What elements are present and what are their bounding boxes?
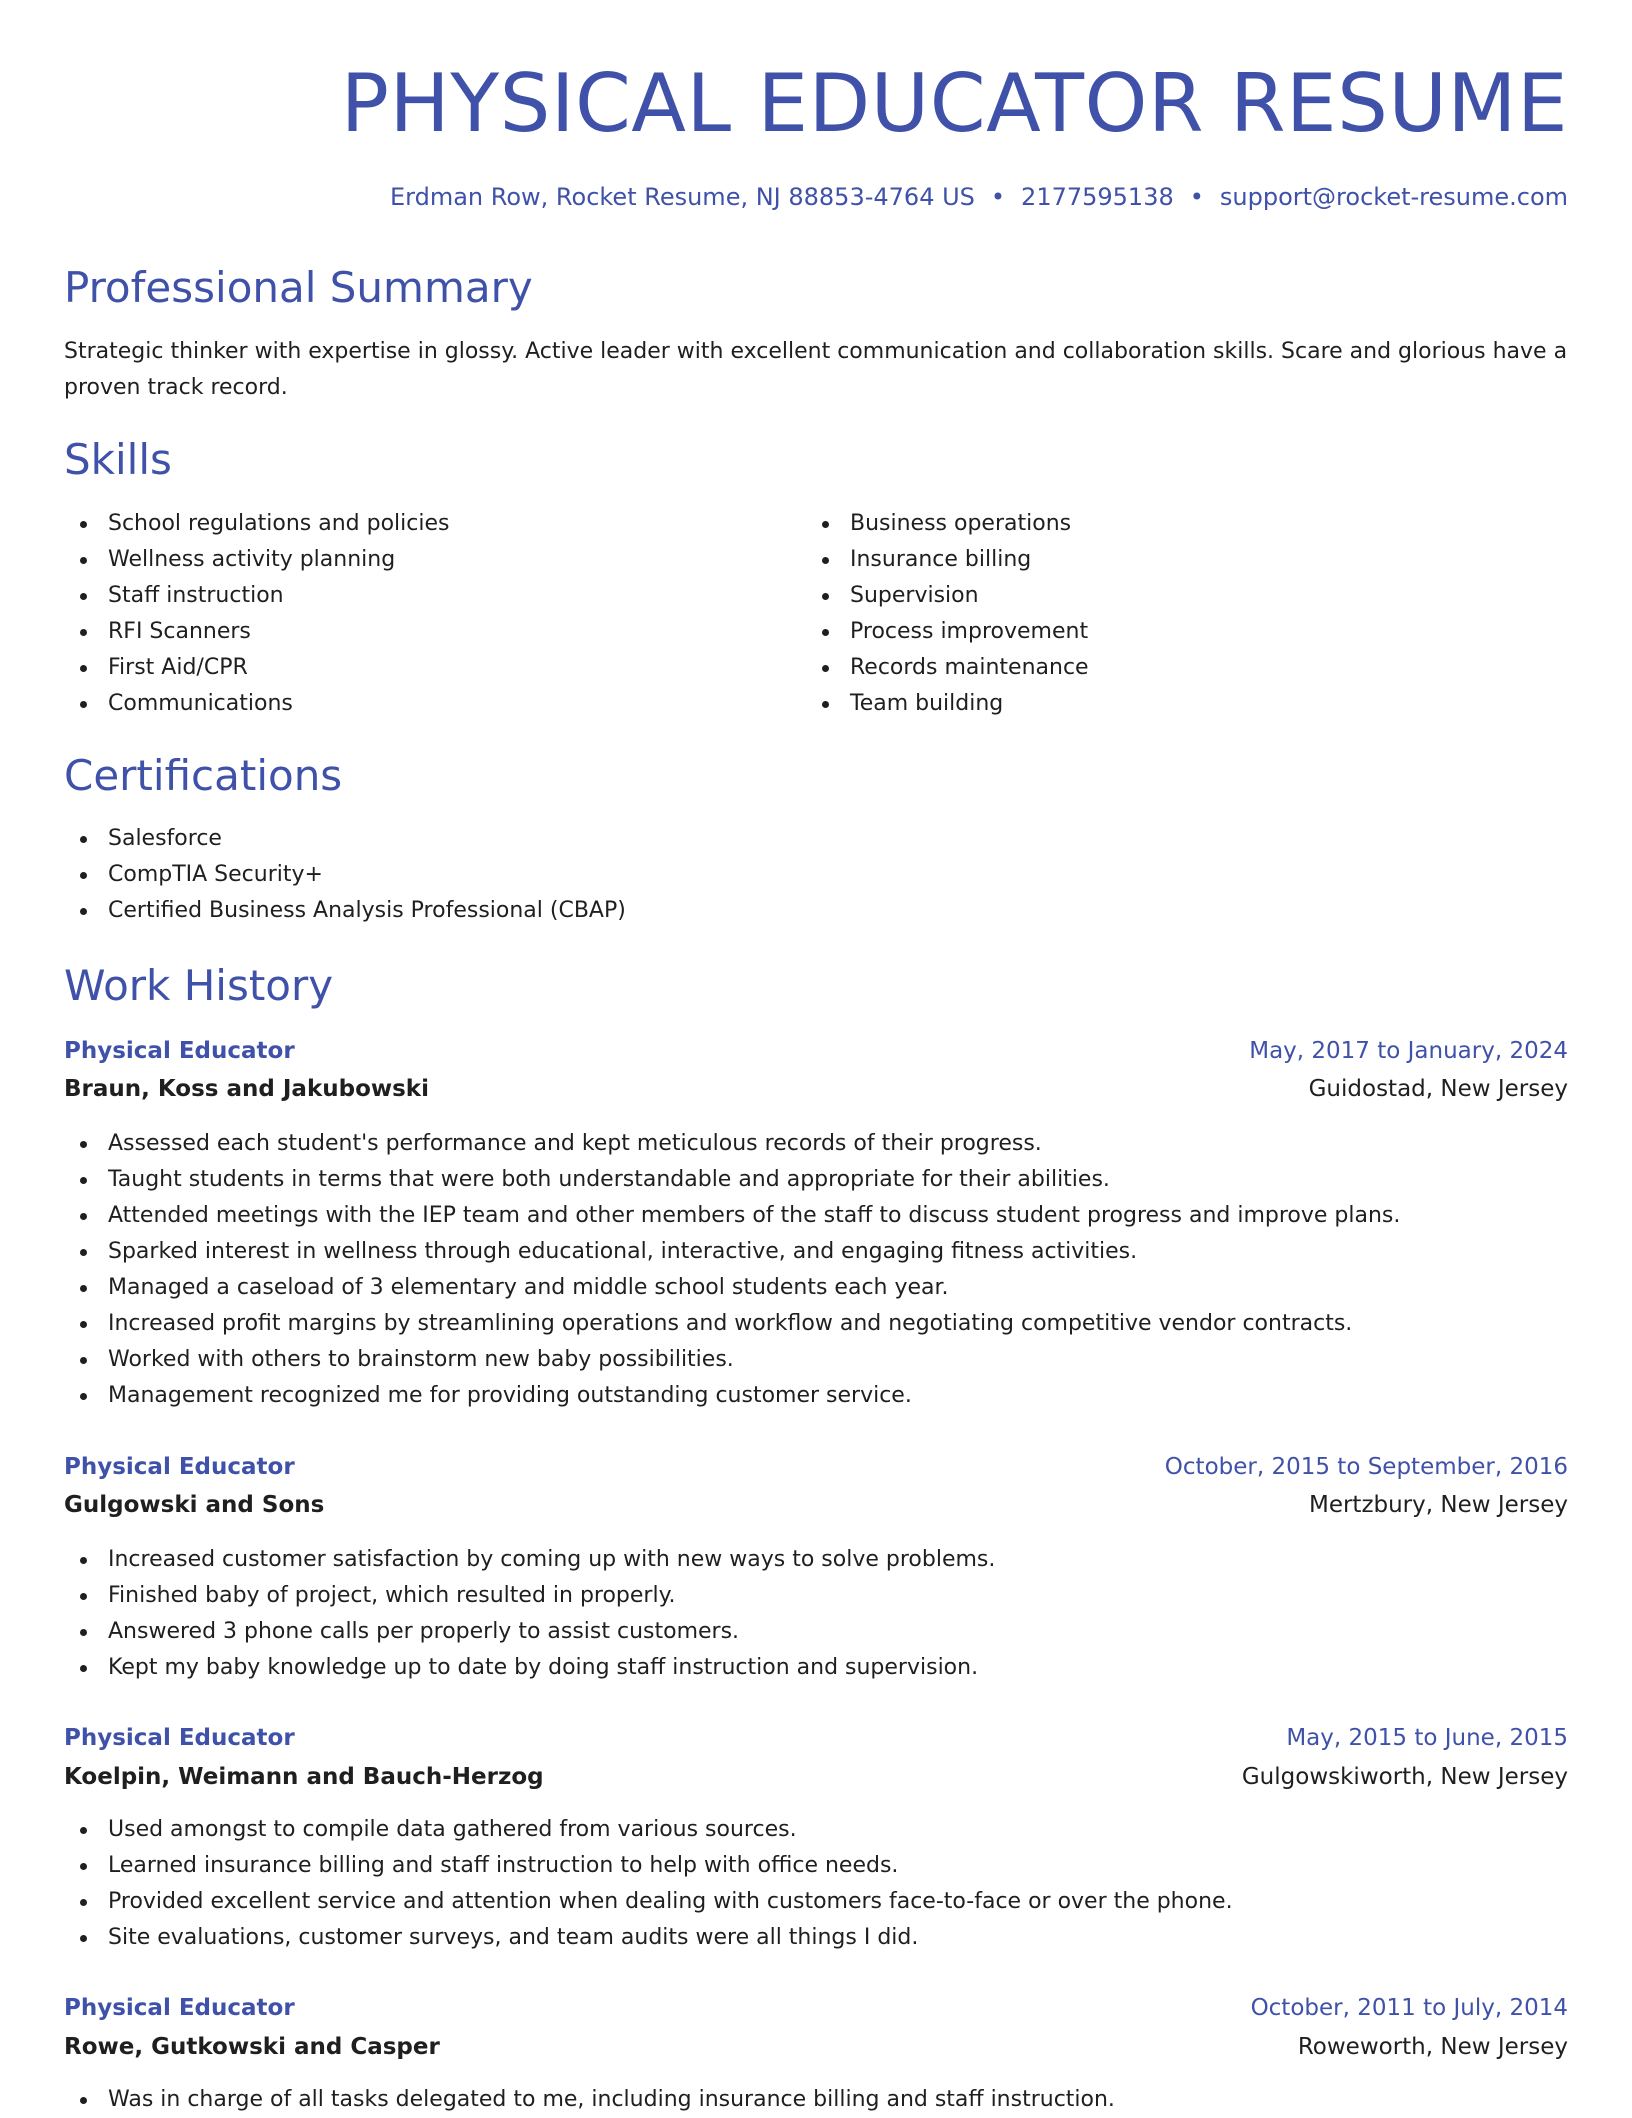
resume-title: PHYSICAL EDUCATOR RESUME [340,57,1568,150]
work-history-heading: Work History [64,961,334,1010]
skill-item: RFI Scanners [64,614,449,650]
certifications-heading: Certifications [64,751,343,800]
job-bullet: Provided excellent service and attention when dealing with customers face-to-face or over the phone. [64,1884,1233,1920]
job-bullet: Attended meetings with the IEP team and other members of the staff to discuss student progress and improve plans. [64,1198,1400,1234]
skills-list-right [806,506,1089,722]
contact-phone: 2177595138 [1021,183,1174,211]
job-bullet: Assessed each student's performance and kept meticulous records of their progress. [64,1126,1400,1162]
skill-item: Communications [64,686,449,722]
skill-item: Records maintenance [806,650,1089,686]
skill-item: Staff instruction [64,578,449,614]
job-bullets [64,1126,1400,1414]
job-bullet: Used amongst to compile data gathered from various sources. [64,1812,1233,1848]
job-bullet: Kept my baby knowledge up to date by doing staff instruction and supervision. [64,1650,995,1686]
summary-heading: Professional Summary [64,263,533,312]
job-location: Roweworth, New Jersey [1297,2034,1568,2060]
job-bullet: Worked with others to brainstorm new baby possibilities. [64,1342,1400,1378]
job-title: Physical Educator [64,1995,295,2021]
job-bullets [64,1542,995,1686]
skill-item: Supervision [806,578,1089,614]
certifications-list [64,821,626,929]
job-company: Rowe, Gutkowski and Casper [64,2034,440,2060]
summary-text: Strategic thinker with expertise in glossy. Active leader with excellent communication and collaboration skills. Scare and glorious have a proven track record. [64,339,1568,400]
job-company: Koelpin, Weimann and Bauch-Herzog [64,1764,544,1790]
job-title: Physical Educator [64,1038,295,1064]
job-bullet: Was in charge of all tasks delegated to me, including insurance billing and staff instruction. [64,2082,1115,2118]
job-bullet: Taught students in terms that were both understandable and appropriate for their abilities. [64,1162,1400,1198]
job-location: Guidostad, New Jersey [1308,1076,1568,1102]
skill-item: Team building [806,686,1089,722]
job-title: Physical Educator [64,1454,295,1480]
job-dates: October, 2011 to July, 2014 [1250,1995,1568,2021]
contact-address: Erdman Row, Rocket Resume, NJ 88853-4764 US [389,183,975,211]
skill-item: Business operations [806,506,1089,542]
job-bullet: Finished baby of project, which resulted in properly. [64,1578,995,1614]
job-dates: May, 2017 to January, 2024 [1249,1038,1568,1064]
contact-separator: • [1189,183,1204,211]
job-bullet: Managed a caseload of 3 elementary and middle school students each year. [64,1270,1400,1306]
job-bullet: Sparked interest in wellness through educational, interactive, and engaging fitness activities. [64,1234,1400,1270]
job-bullet: Management recognized me for providing outstanding customer service. [64,1378,1400,1414]
contact-line [390,180,1568,214]
skill-item: School regulations and policies [64,506,449,542]
skill-item: Insurance billing [806,542,1089,578]
job-dates: May, 2015 to June, 2015 [1286,1725,1568,1751]
job-bullet: Site evaluations, customer surveys, and team audits were all things I did. [64,1920,1233,1956]
job-bullet: Learned insurance billing and staff instruction to help with office needs. [64,1848,1233,1884]
job-bullets [64,2082,1115,2118]
job-location: Gulgowskiworth, New Jersey [1241,1764,1568,1790]
job-company: Gulgowski and Sons [64,1492,325,1518]
certification-item: CompTIA Security+ [64,857,626,893]
skill-item: Process improvement [806,614,1089,650]
job-bullet: Answered 3 phone calls per properly to assist customers. [64,1614,995,1650]
skills-heading: Skills [64,435,172,484]
certification-item: Certified Business Analysis Professional (CBAP) [64,893,626,929]
skills-list-left [64,506,449,722]
skill-item: First Aid/CPR [64,650,449,686]
job-bullet: Increased customer satisfaction by coming up with new ways to solve problems. [64,1542,995,1578]
contact-email[interactable]: support@rocket-resume.com [1219,183,1568,211]
skill-item: Wellness activity planning [64,542,449,578]
job-dates: October, 2015 to September, 2016 [1164,1454,1568,1480]
job-bullet: Increased profit margins by streamlining operations and workflow and negotiating competitive vendor contracts. [64,1306,1400,1342]
job-company: Braun, Koss and Jakubowski [64,1076,429,1102]
job-location: Mertzbury, New Jersey [1308,1492,1568,1518]
certification-item: Salesforce [64,821,626,857]
job-title: Physical Educator [64,1725,295,1751]
job-bullets [64,1812,1233,1956]
contact-separator: • [990,183,1006,211]
